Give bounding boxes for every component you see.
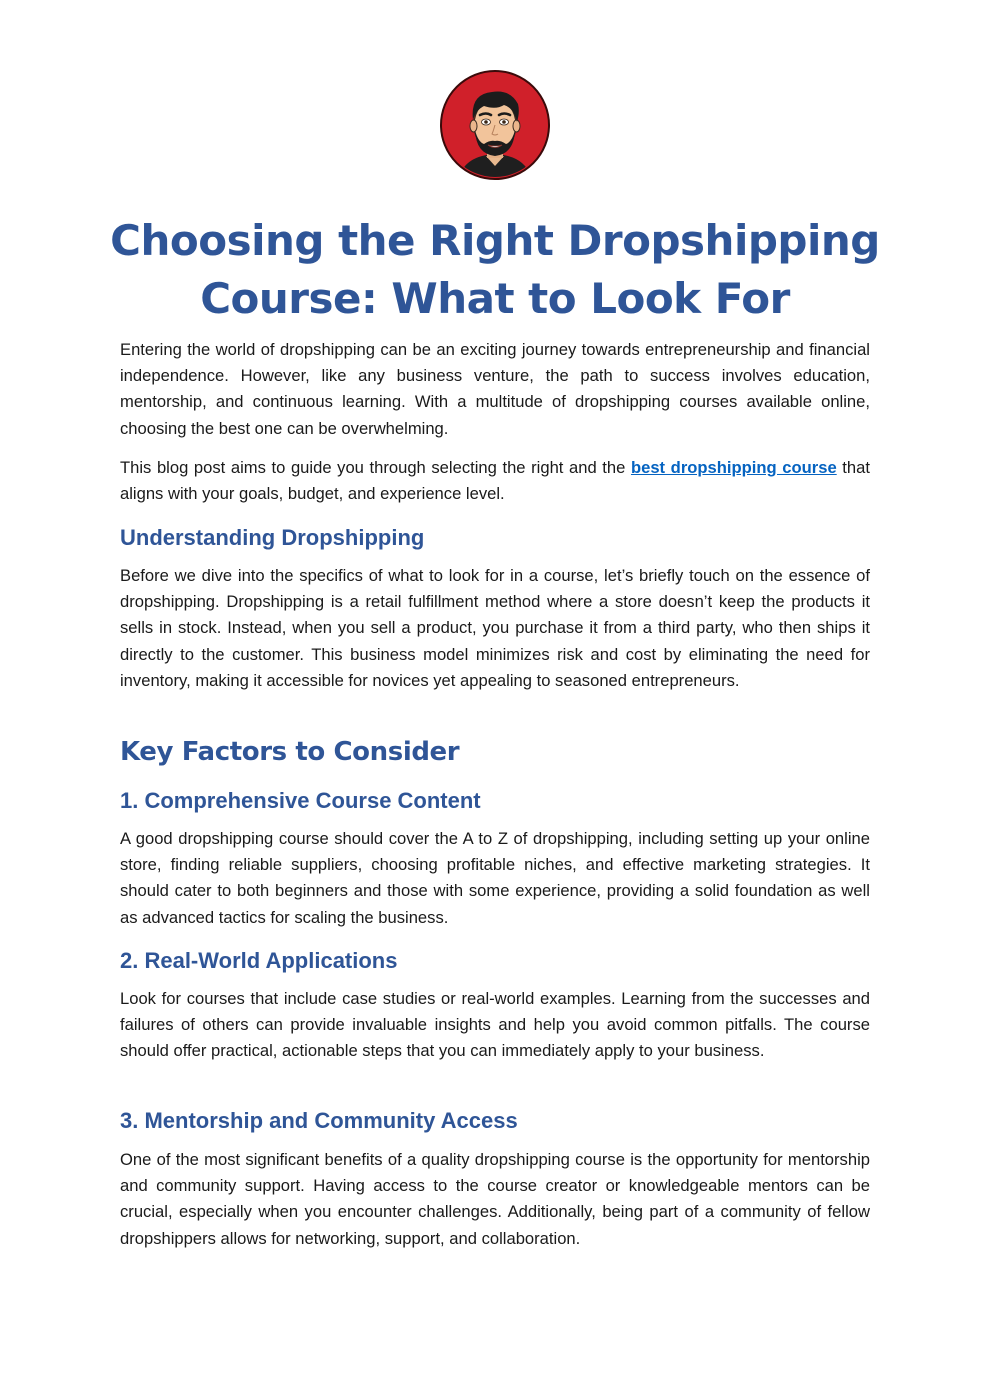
understanding-heading: Understanding Dropshipping [120, 525, 425, 550]
key-factors-heading: Key Factors to Consider [120, 737, 460, 767]
intro-text-after-link: that aligns with your goals, budget, and experience level. [120, 458, 870, 504]
understanding-paragraph: Before we dive into the specifics of what to look for in a course, let’s briefly touch on the essence of dropshipping. Dropshipping is a retail fulfillment method where a store doesn’t keep the products it sells in stock. Instead, when you sell a product, you purchase it from a third party, who then ships it directly to the customer. This business model minimizes risk and cost by eliminating the need for inventory, making it accessible for novices yet appealing to seasoned entrepreneurs. [120, 566, 870, 690]
factor-heading: 3. Mentorship and Community Access [120, 1108, 518, 1133]
intro-paragraph-2 [120, 455, 870, 507]
factor-heading: 1. Comprehensive Course Content [120, 788, 481, 813]
factor-item-1 [120, 786, 870, 816]
intro-section-2 [120, 455, 870, 507]
factor-item-3-body [120, 1147, 870, 1252]
key-factors-section [120, 735, 870, 769]
factor-item-2-body [120, 986, 870, 1065]
factor-item-1-body [120, 826, 870, 931]
factor-paragraph: A good dropshipping course should cover the A to Z of dropshipping, including setting up your online store, finding reliable suppliers, choosing profitable niches, and effective marketing strategies. It should cater to both beginners and those with some experience, providing a solid foundation as well as advanced tactics for scaling the business. [120, 829, 870, 927]
intro-text-before-link: This blog post aims to guide you through selecting the right and the [120, 458, 631, 477]
author-avatar [440, 70, 550, 180]
intro-section [120, 337, 870, 442]
factor-paragraph: Look for courses that include case studies or real-world examples. Learning from the successes and failures of others can provide invaluable insights and help you avoid common pitfalls. The course should offer practical, actionable steps that you can immediately apply to your business. [120, 989, 870, 1061]
page-title: Choosing the Right Dropshipping Course: What to Look For [110, 216, 880, 323]
factor-paragraph: One of the most significant benefits of a quality dropshipping course is the opportunity for mentorship and community support. Having access to the course creator or knowledgeable mentors can be crucial, especially when you encounter challenges. Additionally, being part of a community of fellow dropshippers allows for networking, support, and collaboration. [120, 1150, 870, 1248]
understanding-body [120, 563, 870, 694]
intro-paragraph: Entering the world of dropshipping can be an exciting journey towards entrepreneurship and financial independence. However, like any business venture, the path to success involves education, mentorship, and continuous learning. With a multitude of dropshipping courses available online, choosing the best one can be overwhelming. [120, 340, 870, 438]
avatar-face-icon [440, 70, 550, 180]
best-dropshipping-course-link[interactable]: best dropshipping course [630, 458, 837, 477]
understanding-section [120, 523, 870, 553]
factor-item-2 [120, 946, 870, 976]
factor-heading: 2. Real-World Applications [120, 948, 398, 973]
factor-item-3 [120, 1106, 870, 1136]
